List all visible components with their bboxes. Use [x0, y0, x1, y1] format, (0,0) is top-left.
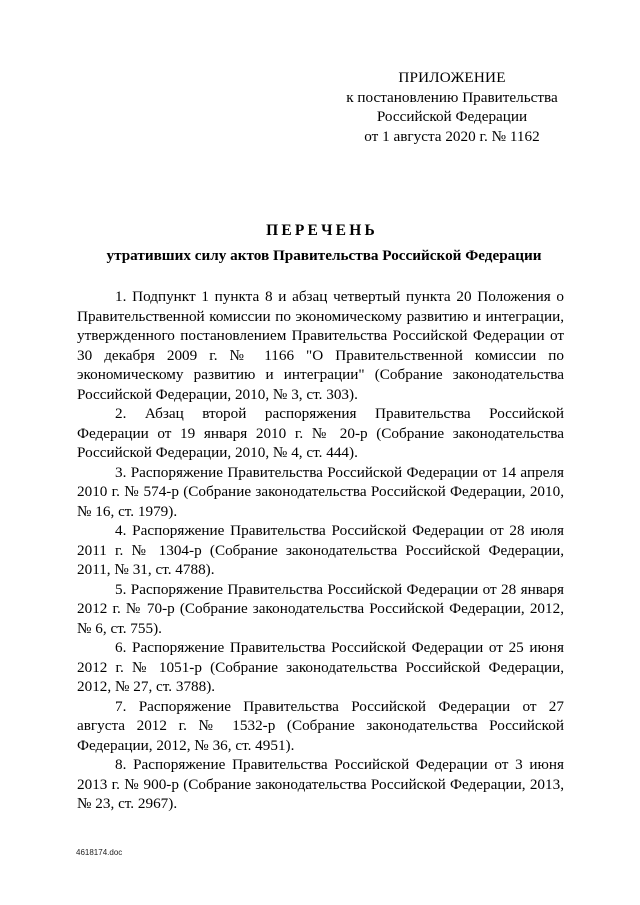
list-item-6: 6. Распоряжение Правительства Российской Федерации от 25 июня 2012 г. № 1051-р (Собрание законодательства Российской Федерации, 2012, № 27, ст. 3788). — [77, 639, 564, 695]
list-item-7: 7. Распоряжение Правительства Российской Федерации от 27 августа 2012 г. № 1532-р (Собрание законодательства Российской Федерации, 2012, № 36, ст. 4951). — [77, 697, 564, 754]
list-item-3: 3. Распоряжение Правительства Российской Федерации от 14 апреля 2010 г. № 574-р (Собрание законодательства Российской Федерации, 2010, № 16, ст. 1979). — [77, 463, 564, 520]
appendix-block — [318, 68, 586, 146]
list-item-8: 8. Распоряжение Правительства Российской Федерации от 3 июня 2013 г. № 900-р (Собрание законодательства Российской Федерации, 2013, № 23, ст. 2967). — [77, 756, 564, 812]
list-item-4: 4. Распоряжение Правительства Российской Федерации от 28 июля 2011 г. № 1304-р (Собрание законодательства Российской Федерации, 2011, № 31, ст. 4788). — [77, 522, 564, 578]
appendix-line-3: от 1 августа 2020 г. № 1162 — [364, 127, 540, 145]
appendix-heading: ПРИЛОЖЕНИЕ — [398, 69, 506, 86]
document-subtitle: утративших силу актов Правительства Российской Федерации — [106, 247, 542, 264]
list-item-2: 2. Абзац второй распоряжения Правительства Российской Федерации от 19 января 2010 г. № 20-р (Собрание законодательства Российской Федерации, 2010, № 4, ст. 444). — [77, 405, 564, 461]
document-title: ПЕРЕЧЕНЬ — [266, 222, 378, 239]
list-item-1: 1. Подпункт 1 пункта 8 и абзац четвертый пункта 20 Положения о Правительственной комиссии по экономическому развитию и интеграции, утвержденного постановлением Правительства Российской Федерации от 30 декабря 2009 г. № 1166 "О Правительственной комиссии по экономическому развитию и интеграции" (Собрание законодательства Российской Федерации, 2010, № 3, ст. 303). — [77, 288, 564, 403]
file-name-footer: 4618174.doc — [76, 848, 123, 857]
appendix-line-2: Российской Федерации — [376, 108, 528, 125]
item-list — [77, 287, 564, 814]
list-item-5: 5. Распоряжение Правительства Российской Федерации от 28 января 2012 г. № 70-р (Собрание законодательства Российской Федерации, 2012, № 6, ст. 755). — [77, 580, 564, 637]
appendix-line-1: к постановлению Правительства — [346, 88, 558, 106]
